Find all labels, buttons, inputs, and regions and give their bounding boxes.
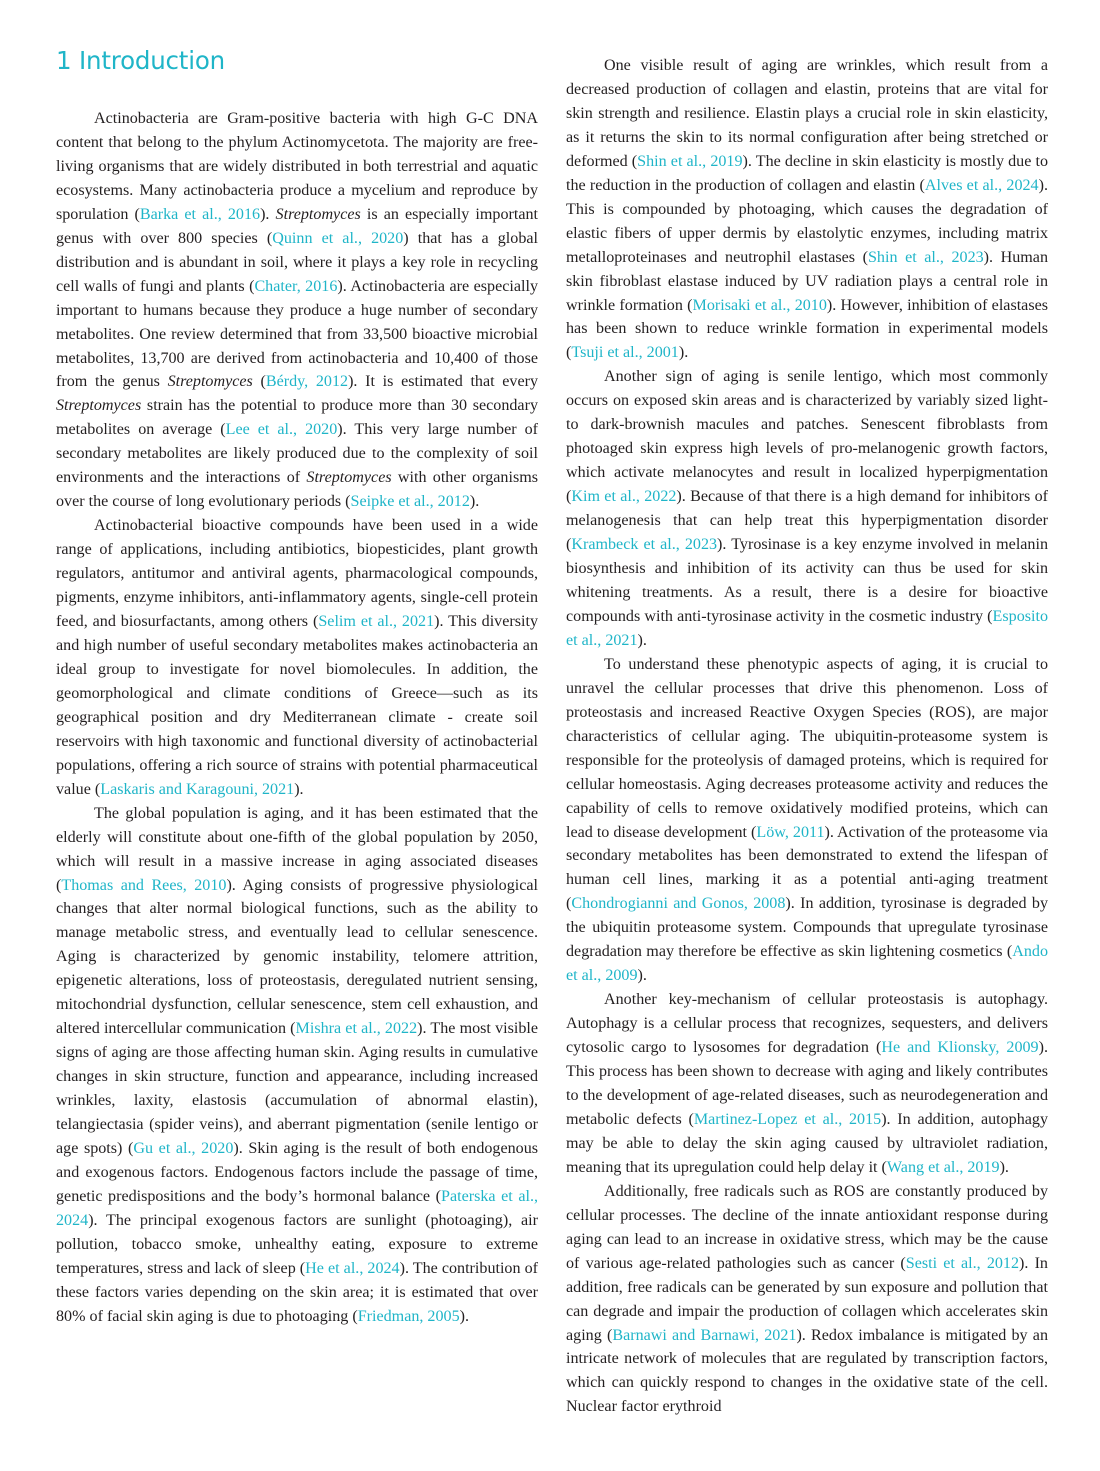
citation-link[interactable]: Barnawi and Barnawi, 2021 <box>612 1326 797 1344</box>
citation-link[interactable]: Bérdy, 2012 <box>265 373 349 391</box>
citation-link[interactable]: Chondrogianni and Gonos, 2008 <box>571 895 786 913</box>
citation-link[interactable]: Kim et al., 2022 <box>571 488 677 506</box>
citation-link[interactable]: Mishra et al., 2022 <box>295 1020 418 1038</box>
right-column <box>566 44 1048 1419</box>
citation-link[interactable]: Esposito et al., 2021 <box>566 607 1048 649</box>
citation-link[interactable]: Alves et al., 2024 <box>924 176 1039 194</box>
citation-link[interactable]: Martinez-Lopez et al., 2015 <box>693 1110 882 1128</box>
paragraph-proteostasis: To understand these phenotypic aspects of aging, it is crucial to unravel the cellular processes that drive this phenomenon. Loss of proteostasis and increased Reactive Oxygen Species (ROS), are major characteristics of cellular aging. The ubiquitin-proteasome system is responsible for the proteolysis of damaged proteins, which is required for cellular homeostasis. Aging decreases proteasome activity and reduces the capability of cells to remove oxidatively modified proteins, which can lead to disease development (Löw, 2011). Activation of the proteasome via secondary metabolites has been demonstrated to extend the lifespan of human cell lines, marking it as a potential anti-aging treatment (Chondrogianni and Gonos, 2008). In addition, tyrosinase is degraded by the ubiquitin proteasome system. Compounds that upregulate tyrosinase degradation may therefore be effective as skin lightening cosmetics (Ando et al., 2009). <box>566 655 1049 985</box>
paper-page <box>56 44 1048 1419</box>
paragraph-senile-lentigo: Another sign of aging is senile lentigo, which most commonly occurs on exposed skin areas and is characterized by variably sized light- to dark-brownish macules and patches. Senescent fibroblasts from photoaged skin express high levels of pro-melanogenic growth factors, which activate melanocytes and result in localized hyperpigmentation (Kim et al., 2022). Because of that there is a high demand for inhibitors of melanogenesis that can help treat this hyperpigmentation disorder (Krambeck et al., 2023). Tyrosinase is a key enzyme involved in melanin biosynthesis and inhibition of its activity can thus be used for skin whitening treatments. As a result, there is a desire for bioactive compounds with anti-tyrosinase activity in the cosmetic industry (Esposito et al., 2021). <box>566 368 1048 649</box>
citation-link[interactable]: He and Klionsky, 2009 <box>881 1039 1039 1057</box>
citation-link[interactable]: Morisaki et al., 2010 <box>692 296 827 314</box>
citation-link[interactable]: Shin et al., 2019 <box>637 152 743 170</box>
genus-name: Streptomyces <box>167 373 253 391</box>
citation-link[interactable]: Quinn et al., 2020 <box>272 229 404 247</box>
citation-link[interactable]: Gu et al., 2020 <box>133 1139 234 1157</box>
citation-link[interactable]: Ando et al., 2009 <box>566 943 1048 985</box>
paragraph-actinobacteria: Actinobacteria are Gram-positive bacteria with high G-C DNA content that belong to the phylum Actinomycetota. The majority are free-living organisms that are widely distributed in both terrestrial and aquatic ecosystems. Many actinobacteria produce a mycelium and reproduce by sporulation (Barka et al., 2016). Streptomyces is an especially important genus with over 800 species (Quinn et al., 2020) that has a global distribution and is abundant in soil, where it plays a key role in recycling cell walls of fungi and plants (Chater, 2016). Actinobacteria are especially important to humans because they produce a huge number of secondary metabolites. One review determined that from 33,500 bioactive microbial metabolites, 13,700 are derived from actinobacteria and 10,400 of those from the genus Streptomyces (Bérdy, 2012). It is estimated that every Streptomyces strain has the potential to produce more than 30 secondary metabolites on average (Lee et al., 2020). This very large number of secondary metabolites are likely produced due to the complexity of soil environments and the interactions of Streptomyces with other organisms over the course of long evolutionary periods (Seipke et al., 2012). <box>56 110 539 511</box>
paragraph-wrinkles: One visible result of aging are wrinkles, which result from a decreased production of collagen and elastin, proteins that are vital for skin strength and resilience. Elastin plays a crucial role in skin elasticity, as it returns the skin to its normal configuration after being stretched or deformed (Shin et al., 2019). The decline in skin elasticity is mostly due to the reduction in the production of collagen and elastin (Alves et al., 2024). This is compounded by photoaging, which causes the degradation of elastic fibers of upper dermis by elastolytic enzymes, including matrix metalloproteinases and neutrophil elastases (Shin et al., 2023). Human skin fibroblast elastase induced by UV radiation plays a central role in wrinkle formation (Morisaki et al., 2010). However, inhibition of elastases has been shown to reduce wrinkle formation in experimental models (Tsuji et al., 2001). <box>566 57 1049 362</box>
citation-link[interactable]: Paterska et al., 2024 <box>56 1187 538 1229</box>
citation-link[interactable]: Krambeck et al., 2023 <box>571 536 718 554</box>
citation-link[interactable]: Thomas and Rees, 2010 <box>61 876 227 894</box>
citation-link[interactable]: Shin et al., 2023 <box>867 248 984 266</box>
paragraph-bioactive-compounds: Actinobacterial bioactive compounds have been used in a wide range of applications, including antibiotics, biopesticides, plant growth regulators, antitumor and antiviral agents, pharmacological compounds, pigments, enzyme inhibitors, anti-inflammatory agents, single-cell protein feed, and biosurfactants, among others (Selim et al., 2021). This diversity and high number of useful secondary metabolites makes actinobacteria an ideal group to investigate for novel biomolecules. In addition, the geomorphological and climate conditions of Greece—such as its geographical position and dry Mediterranean climate - create soil reservoirs with high taxonomic and functional diversity of actinobacterial populations, offering a rich source of strains with potential pharmaceutical value (Laskaris and Karagouni, 2021). <box>56 517 538 798</box>
citation-link[interactable]: Friedman, 2005 <box>357 1307 460 1325</box>
citation-link[interactable]: Seipke et al., 2012 <box>350 493 470 511</box>
genus-name: Streptomyces <box>306 469 392 487</box>
citation-link[interactable]: Löw, 2011 <box>756 823 825 841</box>
left-column <box>56 44 538 1419</box>
citation-link[interactable]: Chater, 2016 <box>254 277 338 295</box>
citation-link[interactable]: Tsuji et al., 2001 <box>571 344 679 362</box>
citation-link[interactable]: Lee et al., 2020 <box>225 421 338 439</box>
paragraph-autophagy: Another key-mechanism of cellular proteostasis is autophagy. Autophagy is a cellular process that recognizes, sequesters, and delivers cytosolic cargo to lysosomes for degradation (He and Klionsky, 2009). This process has been shown to decrease with aging and likely contributes to the development of age-related diseases, such as neurodegeneration and metabolic defects (Martinez-Lopez et al., 2015). In addition, autophagy may be able to delay the skin aging caused by ultraviolet radiation, meaning that its upregulation could help delay it (Wang et al., 2019). <box>566 991 1048 1176</box>
genus-name: Streptomyces <box>56 397 142 415</box>
citation-link[interactable]: Sesti et al., 2012 <box>905 1254 1020 1272</box>
section-heading: 1 Introduction <box>56 46 225 75</box>
citation-link[interactable]: Wang et al., 2019 <box>886 1158 1000 1176</box>
genus-name: Streptomyces <box>275 205 361 223</box>
citation-link[interactable]: Selim et al., 2021 <box>318 613 435 631</box>
citation-link[interactable]: Barka et al., 2016 <box>139 205 261 223</box>
paragraph-global-aging: The global population is aging, and it has been estimated that the elderly will constitute about one-fifth of the global population by 2050, which will result in a massive increase in aging associated diseases (Thomas and Rees, 2010). Aging consists of progressive physiological changes that alter normal biological functions, such as the ability to manage metabolic stress, and eventually lead to cellular senescence. Aging is characterized by genomic instability, telomere attrition, epigenetic alterations, loss of proteostasis, deregulated nutrient sensing, mitochondrial dysfunction, cellular senescence, stem cell exhaustion, and altered intercellular communication (Mishra et al., 2022). The most visible signs of aging are those affecting human skin. Aging results in cumulative changes in skin structure, function and appearance, including increased wrinkles, laxity, elastosis (accumulation of abnormal elastin), telangiectasia (spider veins), and aberrant pigmentation (senile lentigo or age spots) (Gu et al., 2020). Skin aging is the result of both endogenous and exogenous factors. Endogenous factors include the passage of time, genetic predispositions and the body’s hormonal balance (Paterska et al., 2024). The principal exogenous factors are sunlight (photoaging), air pollution, tobacco smoke, unhealthy eating, exposure to extreme temperatures, stress and lack of sleep (He et al., 2024). The contribution of these factors varies depending on the skin area; it is estimated that over 80% of facial skin aging is due to photoaging (Friedman, 2005). <box>56 804 539 1325</box>
citation-link[interactable]: He et al., 2024 <box>305 1259 400 1277</box>
paragraph-free-radicals: Additionally, free radicals such as ROS are constantly produced by cellular processes. The decline of the innate antioxidant response during aging can lead to an increase in oxidative stress, which may be the cause of various age-related pathologies such as cancer (Sesti et al., 2012). In addition, free radicals can be generated by sun exposure and pollution that can degrade and impair the production of collagen which accelerates skin aging (Barnawi and Barnawi, 2021). Redox imbalance is mitigated by an intricate network of molecules that are regulated by transcription factors, which can quickly respond to changes in the oxidative state of the cell. Nuclear factor erythroid <box>566 1182 1048 1416</box>
citation-link[interactable]: Laskaris and Karagouni, 2021 <box>100 780 295 798</box>
